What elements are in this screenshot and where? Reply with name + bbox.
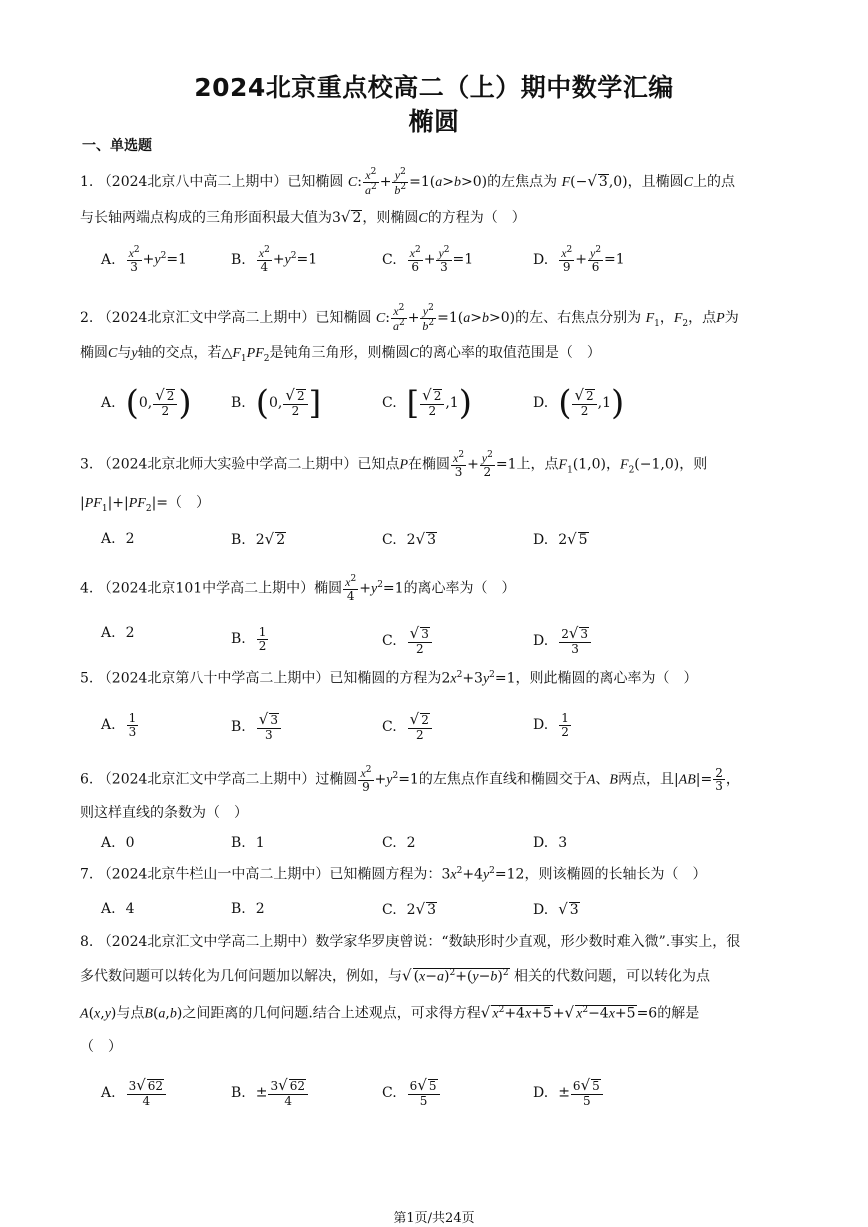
question-3-line-2: $|PF_1|+|PF_2|=$（ ） <box>80 495 211 514</box>
question-7-option-c[interactable]: C. 2√ 3 <box>382 900 437 918</box>
question-3-line-1: 3. （2024北京北师大实验中学高二上期中）已知点P在椭圆 $\frac{x^2}{3}$ + $\frac{y^2}{2}$ =1上，点$F_1(1,0)$，$F_2(-1,0)$，则 <box>80 450 708 479</box>
page-title: 2024北京重点校高二（上）期中数学汇编 <box>194 73 674 102</box>
question-2-option-a[interactable]: A. (0, $\frac{√ 2}{2}$ ) <box>101 383 192 423</box>
question-8-option-d[interactable]: D. ± $\frac{6√ 5}{5}$ <box>533 1078 604 1107</box>
question-2-option-b[interactable]: B. (0, $\frac{√ 2}{2}$ ] <box>231 383 322 423</box>
question-4-option-c[interactable]: C. $\frac{√ 3}{2}$ <box>382 626 433 655</box>
question-8-line-3: A(x,y)与点B(a,b)之间距离的几何问题.结合上述观点，可求得方程√ $x^2+4x+5+√$ $x^2-4x+5=6$的解是 <box>80 1003 700 1022</box>
question-3-option-d[interactable]: D. 2√ 5 <box>533 530 588 548</box>
question-8-option-b[interactable]: B. ± $\frac{3√ 62}{4}$ <box>231 1078 309 1107</box>
question-8-line-4: （ ） <box>80 1039 122 1055</box>
question-5-option-c[interactable]: C. $\frac{√ 2}{2}$ <box>382 712 433 741</box>
section-heading: 一、单选题 <box>82 138 152 154</box>
question-6-option-b[interactable]: B. 1 <box>231 835 265 851</box>
question-3-option-a[interactable]: A. 2 <box>101 531 135 547</box>
question-8-option-a[interactable]: A. $\frac{3√ 62}{4}$ <box>101 1078 167 1107</box>
question-5-option-a[interactable]: A. $\frac{1}{3}$ <box>101 711 137 739</box>
question-2-line-1: 2. （2024北京汇文中学高二上期中）已知椭圆 C: $\frac{x^2}{a^2}$ + $\frac{y^2}{b^2}$ =1(a>b>0)的左、右焦点分别为 $F_1$，$F_2$，点P为 <box>80 303 739 333</box>
question-2-line-2: 椭圆C与y轴的交点，若$\triangle F_1PF_2$是钝角三角形，则椭圆C的离心率的取值范围是（ ） <box>80 345 601 364</box>
question-7-option-b[interactable]: B. 2 <box>231 901 265 917</box>
question-7-option-d[interactable]: D. √ 3 <box>533 900 579 918</box>
page-footer: 第1页/共24页 <box>393 1211 475 1226</box>
question-8-line-2: 多代数问题可以转化为几何问题加以解决，例如，与√ $(x-a)^2+(y-b)^2$ 相关的代数问题，可以转化为点 <box>80 966 710 985</box>
question-4-option-b[interactable]: B. $\frac{1}{2}$ <box>231 625 267 653</box>
question-5-option-b[interactable]: B. $\frac{√ 3}{3}$ <box>231 712 282 741</box>
question-3-option-b[interactable]: B. 2√ 2 <box>231 530 286 548</box>
question-1-line-1: 1. （2024北京八中高二上期中）已知椭圆 C: $\frac{x^2}{a^2}$ + $\frac{y^2}{b^2}$ =1(a>b>0)的左焦点为 F(−√ 3,0)，且椭圆C上的点 <box>80 167 735 197</box>
question-1-option-d[interactable]: D. $\frac{x^2}{9}$ + $\frac{y^2}{6}$ =1 <box>533 245 625 274</box>
question-8-option-c[interactable]: C. $\frac{6√ 5}{5}$ <box>382 1078 441 1107</box>
question-6-option-a[interactable]: A. 0 <box>101 835 135 851</box>
question-1-option-c[interactable]: C. $\frac{x^2}{6}$ + $\frac{y^2}{3}$ =1 <box>382 245 474 274</box>
question-4-line-1: 4. （2024北京101中学高二上期中）椭圆 $\frac{x^2}{4}$ $+y^2=1$的离心率为（ ） <box>80 574 516 603</box>
question-2-option-d[interactable]: D. ( $\frac{√ 2}{2}$ ,1) <box>533 383 625 423</box>
question-5-option-d[interactable]: D. $\frac{1}{2}$ <box>533 711 569 739</box>
question-7-line-1: 7. （2024北京牛栏山一中高二上期中）已知椭圆方程为：$3x^2+4y^2=12$，则该椭圆的长轴长为（ ） <box>80 866 707 883</box>
question-7-option-a[interactable]: A. 4 <box>101 901 135 917</box>
question-5-line-1: 5. （2024北京第八十中学高二上期中）已知椭圆的方程为$2x^2+3y^2=1$，则此椭圆的离心率为（ ） <box>80 670 698 687</box>
page-subtitle: 椭圆 <box>408 107 460 136</box>
question-1-option-a[interactable]: A. $\frac{x^2}{3}$ $+y^2=1$ <box>101 245 187 274</box>
question-2-option-c[interactable]: C. [ $\frac{√ 2}{2}$ ,1) <box>382 383 472 423</box>
question-1-option-b[interactable]: B. $\frac{x^2}{4}$ $+y^2=1$ <box>231 245 318 274</box>
question-4-option-d[interactable]: D. $\frac{2√ 3}{3}$ <box>533 626 592 655</box>
question-6-line-1: 6. （2024北京汇文中学高二上期中）过椭圆 $\frac{x^2}{9}$ $+y^2=1$的左焦点作直线和椭圆交于A、B两点，且|AB|= $\frac{2}{3}$ ， <box>80 765 740 794</box>
question-6-option-d[interactable]: D. 3 <box>533 835 568 851</box>
question-6-option-c[interactable]: C. 2 <box>382 835 416 851</box>
question-3-option-c[interactable]: C. 2√ 3 <box>382 530 437 548</box>
question-1-line-2: 与长轴两端点构成的三角形面积最大值为3√ 2，则椭圆C的方程为（ ） <box>80 208 526 226</box>
question-8-line-1: 8. （2024北京汇文中学高二上期中）数学家华罗庚曾说：“数缺形时少直观，形少数时难入微”.事实上，很 <box>80 934 741 950</box>
question-6-line-2: 则这样直线的条数为（ ） <box>80 805 248 821</box>
question-4-option-a[interactable]: A. 2 <box>101 625 135 641</box>
